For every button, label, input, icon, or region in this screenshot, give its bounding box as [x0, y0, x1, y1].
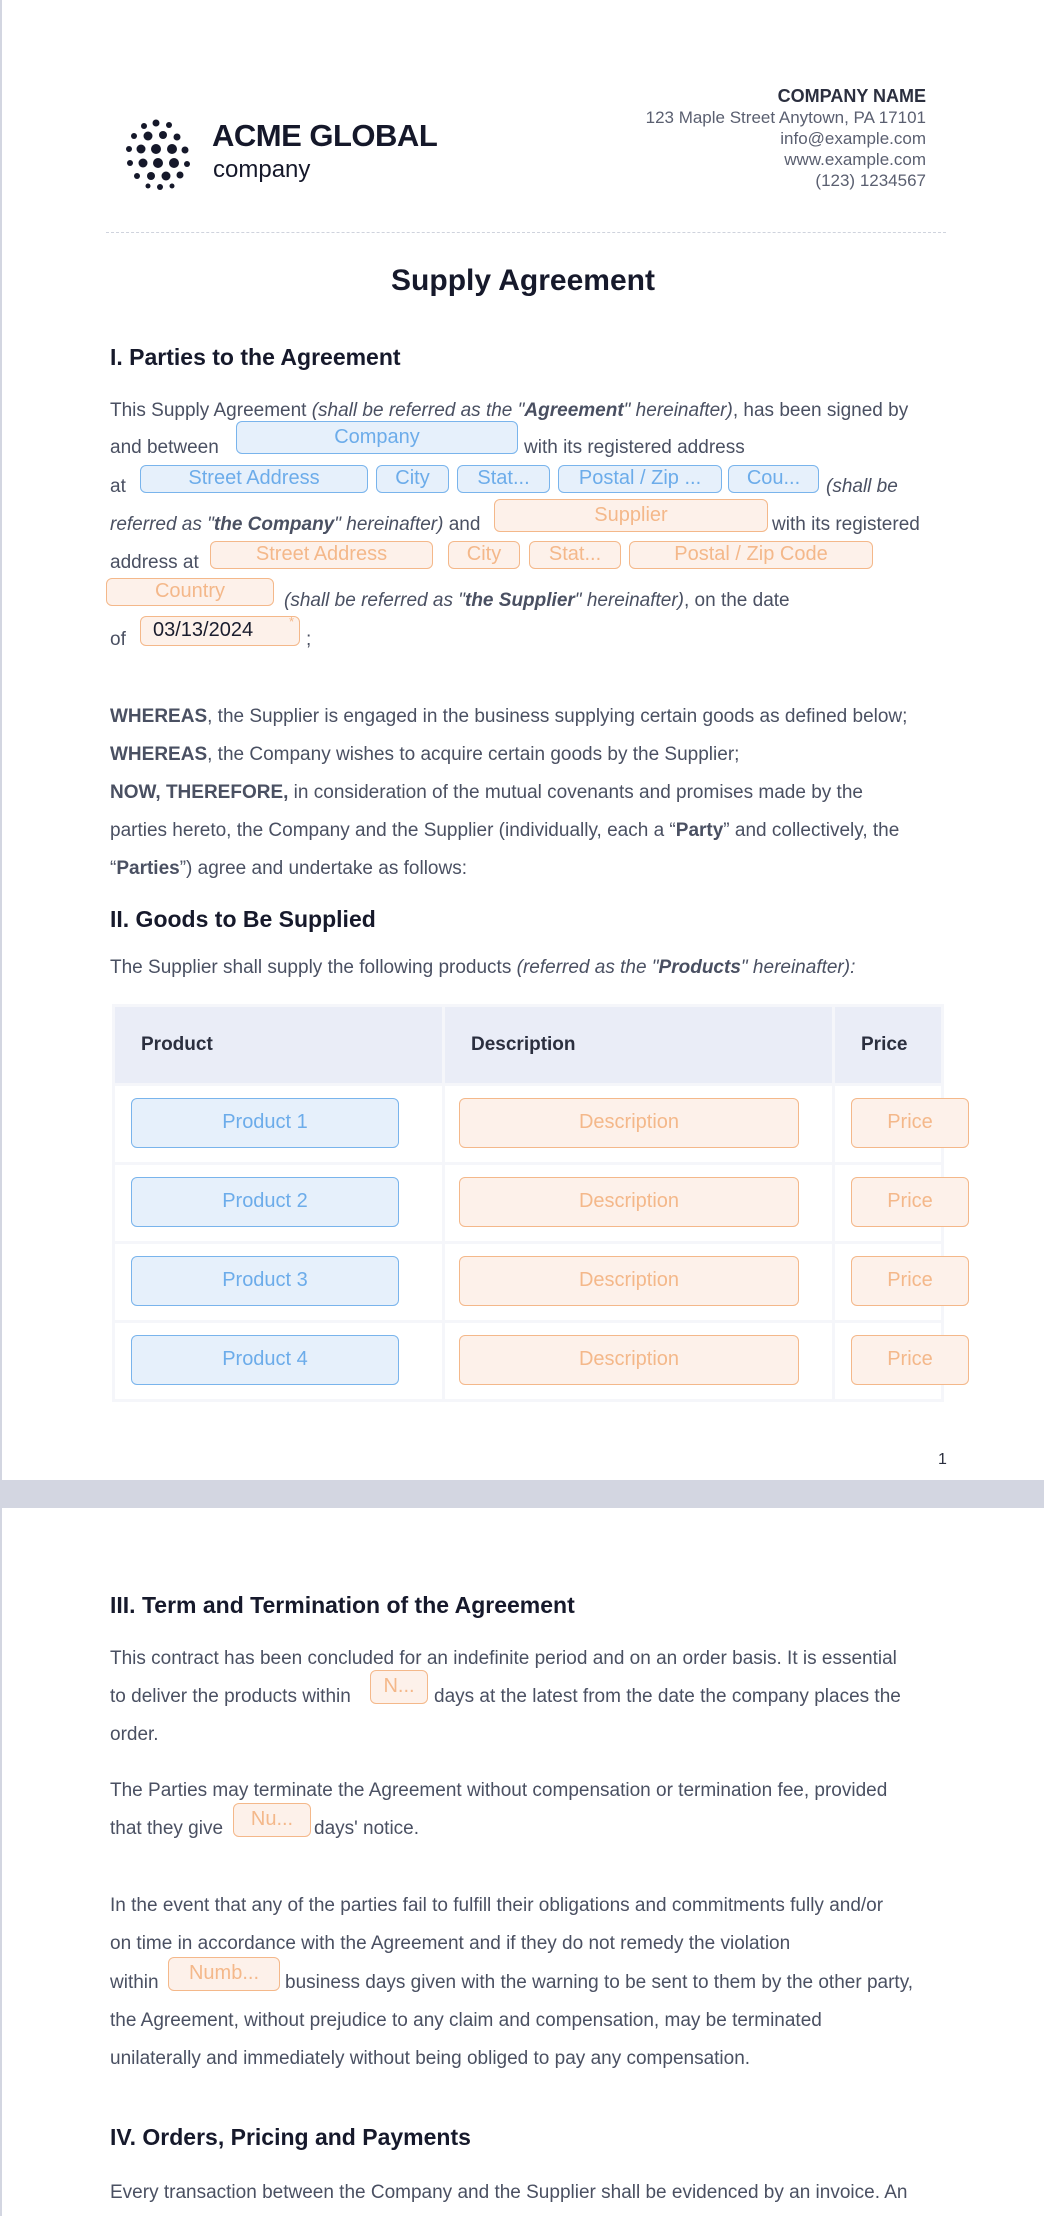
section-2-heading: II. Goods to Be Supplied	[110, 906, 376, 932]
text: (referred as the "	[516, 957, 659, 978]
text: , has been signed by	[732, 400, 909, 421]
company-name: COMPANY NAME	[777, 86, 926, 106]
parties-line-4-tail: with its registered	[772, 514, 920, 535]
section-4-heading: IV. Orders, Pricing and Payments	[110, 2124, 471, 2150]
term-p1-line-3: order.	[110, 1724, 159, 1745]
text: , the Company wishes to acquire certain goods by the Supplier;	[207, 744, 740, 765]
whereas-line-1	[110, 706, 950, 728]
text-bold: Parties	[116, 858, 180, 879]
company-phone: (123) 1234567	[815, 171, 926, 190]
column-header-description: Description	[445, 1007, 832, 1083]
text: " hereinafter)	[334, 514, 444, 535]
term-p3-line-3: within	[110, 1972, 159, 1993]
parties-line-3-tail	[826, 476, 946, 498]
term-p3-line-3-tail: business days given with the warning to be sent to them by the other party,	[285, 1972, 914, 1993]
company-email: info@example.com	[780, 129, 926, 148]
description-field[interactable]: Description	[459, 1256, 799, 1306]
parties-line-3: at	[110, 476, 126, 497]
text-italic: (shall be	[826, 476, 898, 497]
table-cell	[445, 1323, 832, 1399]
term-p3-line-5: unilaterally and immediately without being obliged to pay any compensation.	[110, 2048, 751, 2069]
column-header-price: Price	[835, 1007, 941, 1083]
required-marker: *	[289, 614, 295, 629]
parties-line-5: address at	[110, 552, 199, 573]
description-field[interactable]: Description	[459, 1177, 799, 1227]
text: (shall be referred as "	[284, 590, 465, 611]
logo-name: ACME GLOBAL	[212, 118, 438, 153]
term-p3-line-2: on time in accordance with the Agreement and if they do not remedy the violation	[110, 1933, 791, 1954]
price-field[interactable]: Price	[851, 1098, 969, 1148]
product-field[interactable]: Product 2	[131, 1177, 399, 1227]
text-bold: WHEREAS	[110, 706, 208, 727]
text: and	[443, 514, 481, 535]
table-cell	[835, 1086, 941, 1162]
parties-line-2-tail: with its registered address	[524, 437, 745, 458]
table-row	[115, 1323, 941, 1399]
logo-subtitle: company	[213, 156, 311, 183]
table-cell	[115, 1323, 442, 1399]
table-cell	[445, 1244, 832, 1320]
supplier-state-field[interactable]: Stat...	[529, 541, 621, 569]
table-cell	[445, 1165, 832, 1241]
text-bold: Agreement	[524, 400, 624, 421]
product-field[interactable]: Product 1	[131, 1098, 399, 1148]
product-field[interactable]: Product 4	[131, 1335, 399, 1385]
text: parties hereto, the Company and the Supplier (individually, each a “	[110, 820, 676, 841]
table-row	[115, 1165, 941, 1241]
term-p2-line-2-tail: days' notice.	[314, 1818, 420, 1839]
supplier-city-field[interactable]: City	[448, 541, 520, 569]
text: , on the date	[683, 590, 790, 611]
company-city-field[interactable]: City	[376, 465, 449, 493]
company-logo	[122, 116, 198, 192]
delivery-days-field[interactable]: N...	[370, 1670, 428, 1704]
agreement-date-field[interactable]: 03/13/2024	[140, 616, 300, 646]
whereas-line-2	[110, 744, 950, 766]
term-p1-line-2-tail: days at the latest from the date the company places the	[434, 1686, 901, 1707]
table-cell	[835, 1165, 941, 1241]
document-page-2	[2, 1508, 1044, 2216]
term-p3-line-1: In the event that any of the parties fail to fulfill their obligations and commitments fully and/or	[110, 1895, 884, 1916]
supplier-name-field[interactable]: Supplier	[494, 499, 768, 532]
column-header-product: Product	[115, 1007, 442, 1083]
description-field[interactable]: Description	[459, 1335, 799, 1385]
company-website: www.example.com	[784, 150, 926, 169]
text: The Supplier shall supply the following products	[110, 957, 517, 978]
text: “	[110, 858, 117, 879]
text: referred as "	[110, 514, 214, 535]
orders-line-1: Every transaction between the Company and the Supplier shall be evidenced by an invoice. An	[110, 2182, 908, 2203]
text: ”) agree and undertake as follows:	[179, 858, 467, 879]
company-name-field[interactable]: Company	[236, 421, 518, 454]
notice-days-field[interactable]: Nu...	[233, 1803, 311, 1837]
company-state-field[interactable]: Stat...	[457, 465, 550, 493]
supplier-postal-field[interactable]: Postal / Zip Code	[629, 541, 873, 569]
text-bold: the Supplier	[465, 590, 575, 611]
term-p3-line-4: the Agreement, without prejudice to any claim and compensation, may be terminated	[110, 2010, 822, 2031]
term-p1-line-2: to deliver the products within	[110, 1686, 351, 1707]
term-p2-line-2: that they give	[110, 1818, 224, 1839]
parties-line-7: of	[110, 629, 126, 650]
text-bold: Products	[658, 957, 741, 978]
company-street-field[interactable]: Street Address	[140, 465, 368, 493]
company-address: 123 Maple Street Anytown, PA 17101	[645, 108, 926, 127]
business-days-field[interactable]: Numb...	[168, 1957, 280, 1991]
text: ” and collectively, the	[723, 820, 900, 841]
text: in consideration of the mutual covenants and promises made by the	[288, 782, 863, 803]
term-p2-line-1: The Parties may terminate the Agreement without compensation or termination fee, provided	[110, 1780, 888, 1801]
text: This Supply Agreement	[110, 400, 312, 421]
description-field[interactable]: Description	[459, 1098, 799, 1148]
table-cell	[835, 1244, 941, 1320]
text: , the Supplier is engaged in the business supplying certain goods as defined below;	[207, 706, 908, 727]
company-postal-field[interactable]: Postal / Zip ...	[558, 465, 722, 493]
globe-dots-icon	[122, 116, 198, 192]
company-address-block	[646, 86, 926, 191]
parties-line-7-tail: ;	[306, 629, 312, 650]
document-page-1	[2, 0, 1044, 1480]
table-row	[115, 1244, 941, 1320]
supplier-country-field[interactable]: Country	[106, 578, 274, 606]
term-p1-line-1: This contract has been concluded for an indefinite period and on an order basis. It is essential	[110, 1648, 897, 1669]
price-field[interactable]: Price	[851, 1256, 969, 1306]
table-cell	[115, 1244, 442, 1320]
text-bold: WHEREAS	[110, 744, 208, 765]
whereas-line-5	[110, 858, 950, 880]
table-header-row	[115, 1007, 941, 1083]
parties-line-2: and between	[110, 437, 219, 458]
text: (shall be referred as the "	[311, 400, 525, 421]
document-title: Supply Agreement	[391, 264, 655, 297]
page-number: 1	[938, 1451, 947, 1468]
text: " hereinafter)	[574, 590, 684, 611]
whereas-line-3	[110, 782, 950, 804]
table-cell	[445, 1086, 832, 1162]
whereas-line-4	[110, 820, 950, 842]
table-cell	[835, 1323, 941, 1399]
header-divider	[106, 232, 946, 233]
table-row	[115, 1086, 941, 1162]
text: " hereinafter):	[740, 957, 856, 978]
text-bold: NOW, THEREFORE,	[110, 782, 289, 803]
company-country-field[interactable]: Cou...	[728, 465, 819, 493]
price-field[interactable]: Price	[851, 1177, 969, 1227]
table-cell	[115, 1165, 442, 1241]
product-field[interactable]: Product 3	[131, 1256, 399, 1306]
supplier-street-field[interactable]: Street Address	[210, 541, 433, 569]
text: " hereinafter)	[623, 400, 733, 421]
goods-intro	[110, 957, 950, 979]
parties-line-6	[284, 590, 964, 612]
table-cell	[115, 1086, 442, 1162]
price-field[interactable]: Price	[851, 1335, 969, 1385]
text-bold: Party	[675, 820, 724, 841]
text-bold: the Company	[213, 514, 335, 535]
goods-table	[112, 1004, 944, 1402]
parties-line-1	[110, 400, 950, 422]
section-1-heading: I. Parties to the Agreement	[110, 344, 401, 370]
section-3-heading: III. Term and Termination of the Agreement	[110, 1592, 575, 1618]
